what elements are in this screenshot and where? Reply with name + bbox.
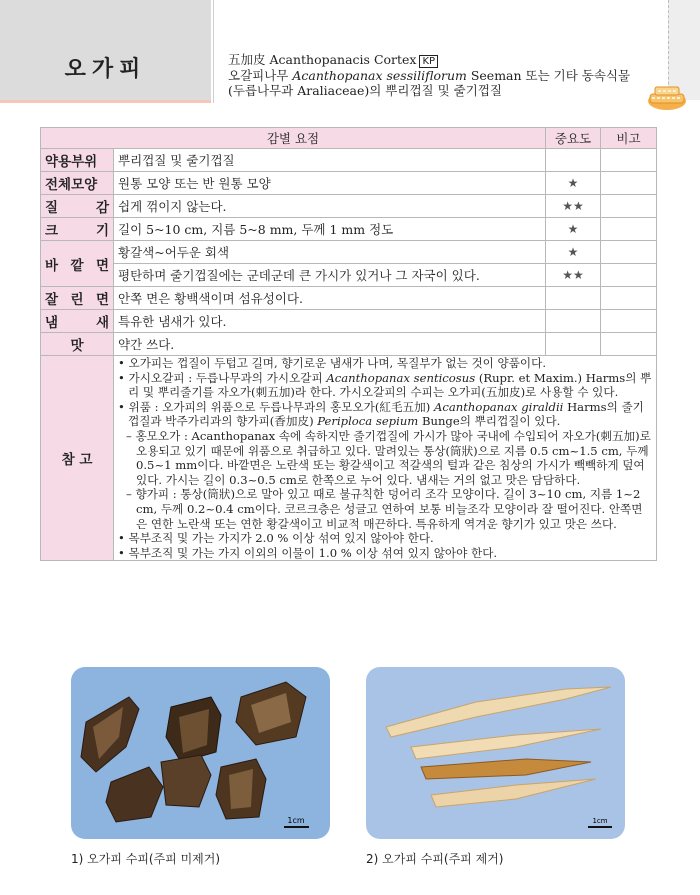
table-header-row: [41, 128, 657, 149]
reference-notes: [114, 356, 657, 561]
importance-stars: ★★: [546, 264, 601, 287]
scale-label: 1cm: [592, 817, 608, 825]
header-line-1: [228, 52, 630, 68]
row-label: 잘 린 면: [41, 287, 114, 310]
importance-stars: ★★: [546, 195, 601, 218]
kp-badge: KP: [419, 55, 438, 68]
reference-label: 참 고: [41, 356, 114, 561]
species-name: Acanthopanax giraldii: [433, 399, 564, 414]
note-sub-item: – 홍모오가 : Acanthopanax 속에 속하지만 줄기껍질에 가시가 많아 국내에 수입되어 자오가(刺五加)로 오용되고 있기 때문에 위품으로 취급하고 있다. 말려있는 통상(筒狀)으로 지름 0.5 cm~1.5 cm, 두께 0.5~1 mm이다. 바깥면은 노란색 또는 황갈색이고 적갈색의 털과 같은 침상의 가시가 빽빽하게 덮여 있다. 가시는 길이 0.3~0.5 cm로 한쪽으로 누어 있다. 냄새는 거의 없고 맛은 담담하다.: [126, 428, 651, 487]
table-row: [41, 172, 657, 195]
herb-bundle-icon: [646, 84, 688, 112]
row-label: 맛: [41, 333, 114, 356]
col-remark-header: 비고: [601, 128, 657, 149]
plant-name: 오갈피나무: [228, 68, 293, 83]
col-main-header: 감별 요점: [41, 128, 546, 149]
remark-cell: [601, 241, 657, 264]
row-text: 길이 5~10 cm, 지름 5~8 mm, 두께 1 mm 정도: [114, 218, 546, 241]
row-text: 황갈색~어두운 회색: [114, 241, 546, 264]
page-title: 오가피: [64, 57, 147, 82]
row-label: 바 깥 면: [41, 241, 114, 287]
species-name: Acanthopanax senticosus: [326, 370, 476, 385]
row-text: 안쪽 면은 황백색이며 섬유성이다.: [114, 287, 546, 310]
note-bullet: • 오가피는 껍질이 두텁고 길며, 향기로운 냄새가 나며, 목질부가 없는 것이 양품이다.: [118, 356, 547, 370]
row-label: 전체모양: [41, 172, 114, 195]
row-text: 원통 모양 또는 반 원통 모양: [114, 172, 546, 195]
importance-stars: ★: [546, 218, 601, 241]
row-text: 평탄하며 줄기껍질에는 군데군데 큰 가시가 있거나 그 자국이 있다.: [114, 264, 546, 287]
note-bullet: [118, 400, 652, 429]
header-line-2: [228, 68, 630, 83]
row-text: 뿌리껍질 및 줄기껍질: [114, 149, 546, 172]
latin-name: 五加皮 Acanthopanacis Cortex: [228, 52, 417, 67]
row-label: 크 기: [41, 218, 114, 241]
note-text: Bunge의 뿌리껍질이 있다.: [418, 414, 561, 429]
author-text: Seeman 또는 기타 동속식물: [466, 68, 631, 83]
species-name: Acanthopanax sessiliflorum: [292, 68, 467, 83]
importance-stars: [546, 149, 601, 172]
importance-stars: ★: [546, 241, 601, 264]
importance-stars: [546, 287, 601, 310]
note-bullet: • 목부조직 및 가는 가지 이외의 이물이 1.0 % 이상 섞여 있지 않아야 한다.: [118, 545, 498, 560]
table-row: [41, 310, 657, 333]
row-label: 냄 새: [41, 310, 114, 333]
table-row: [41, 218, 657, 241]
table-row: [41, 287, 657, 310]
title-underline: [0, 100, 211, 103]
herb-header: [228, 52, 630, 98]
photo-bark-with-periderm: [71, 667, 330, 839]
row-text: 쉽게 꺾이지 않는다.: [114, 195, 546, 218]
scale-label: 1cm: [287, 816, 305, 825]
row-text: 특유한 냄새가 있다.: [114, 310, 546, 333]
note-bullet: [118, 371, 652, 400]
importance-stars: [546, 333, 601, 356]
note-text: • 위품 : 오가피의 위품으로 두릅나무과의 홍모오가(紅毛五加): [118, 399, 434, 414]
remark-cell: [601, 172, 657, 195]
peeled-bark-image: [366, 667, 625, 839]
note-bullet: • 목부조직 및 가는 가지가 2.0 % 이상 섞여 있지 않아야 한다.: [118, 531, 434, 546]
table-row: [41, 241, 657, 264]
title-box: [0, 0, 211, 103]
row-text: 약간 쓰다.: [114, 333, 546, 356]
note-sub-item: – 향가피 : 통상(筒狀)으로 말아 있고 때로 불규칙한 덩어리 조각 모양이다. 길이 3~10 cm, 지름 1~2 cm, 두께 0.2~0.4 cm이다. 코르크층은 성글고 연하여 보통 비늘조각 모양이라 잘 떨어진다. 안쪽면은 연한 노란색 또는 연한 황갈색이고 비교적 매끈하다. 특유하게 역겨운 향기가 있고 맛은 쓰다.: [126, 487, 643, 531]
reference-row: [41, 356, 657, 561]
table-row: [41, 264, 657, 287]
photo-caption-1: 1) 오가피 수피(주피 미제거): [71, 852, 221, 866]
table-row: [41, 149, 657, 172]
photo-caption-2: 2) 오가피 수피(주피 제거): [366, 852, 504, 866]
importance-stars: ★: [546, 172, 601, 195]
header-line-3: (두릅나무과 Araliaceae)의 뿌리껍질 및 줄기껍질: [228, 83, 502, 98]
row-label: 질 감: [41, 195, 114, 218]
remark-cell: [601, 264, 657, 287]
table-row: [41, 195, 657, 218]
remark-cell: [601, 149, 657, 172]
remark-cell: [601, 195, 657, 218]
importance-stars: [546, 310, 601, 333]
identification-table: [40, 127, 657, 561]
remark-cell: [601, 218, 657, 241]
note-text: Harms의 줄기껍질과 박주가리과의 향가피(香加皮): [128, 399, 644, 429]
col-importance-header: 중요도: [546, 128, 601, 149]
note-text: (Rupr. et Maxim.) Harms의 뿌리 및 뿌리줄기를 자오가(刺五加)라 한다. 가시오갈피의 수피는 오가피(五加皮)로 사용할 수 있다.: [128, 370, 652, 400]
bark-pieces-image: [71, 667, 330, 839]
remark-cell: [601, 310, 657, 333]
remark-cell: [601, 287, 657, 310]
remark-cell: [601, 333, 657, 356]
species-name: Periploca sepium: [317, 414, 419, 429]
row-label: 약용부위: [41, 149, 114, 172]
photo-bark-without-periderm: [366, 667, 625, 839]
table-row: [41, 333, 657, 356]
note-text: • 가시오갈피 : 두릅나무과의 가시오갈피: [118, 370, 327, 385]
header-divider: [213, 0, 214, 103]
